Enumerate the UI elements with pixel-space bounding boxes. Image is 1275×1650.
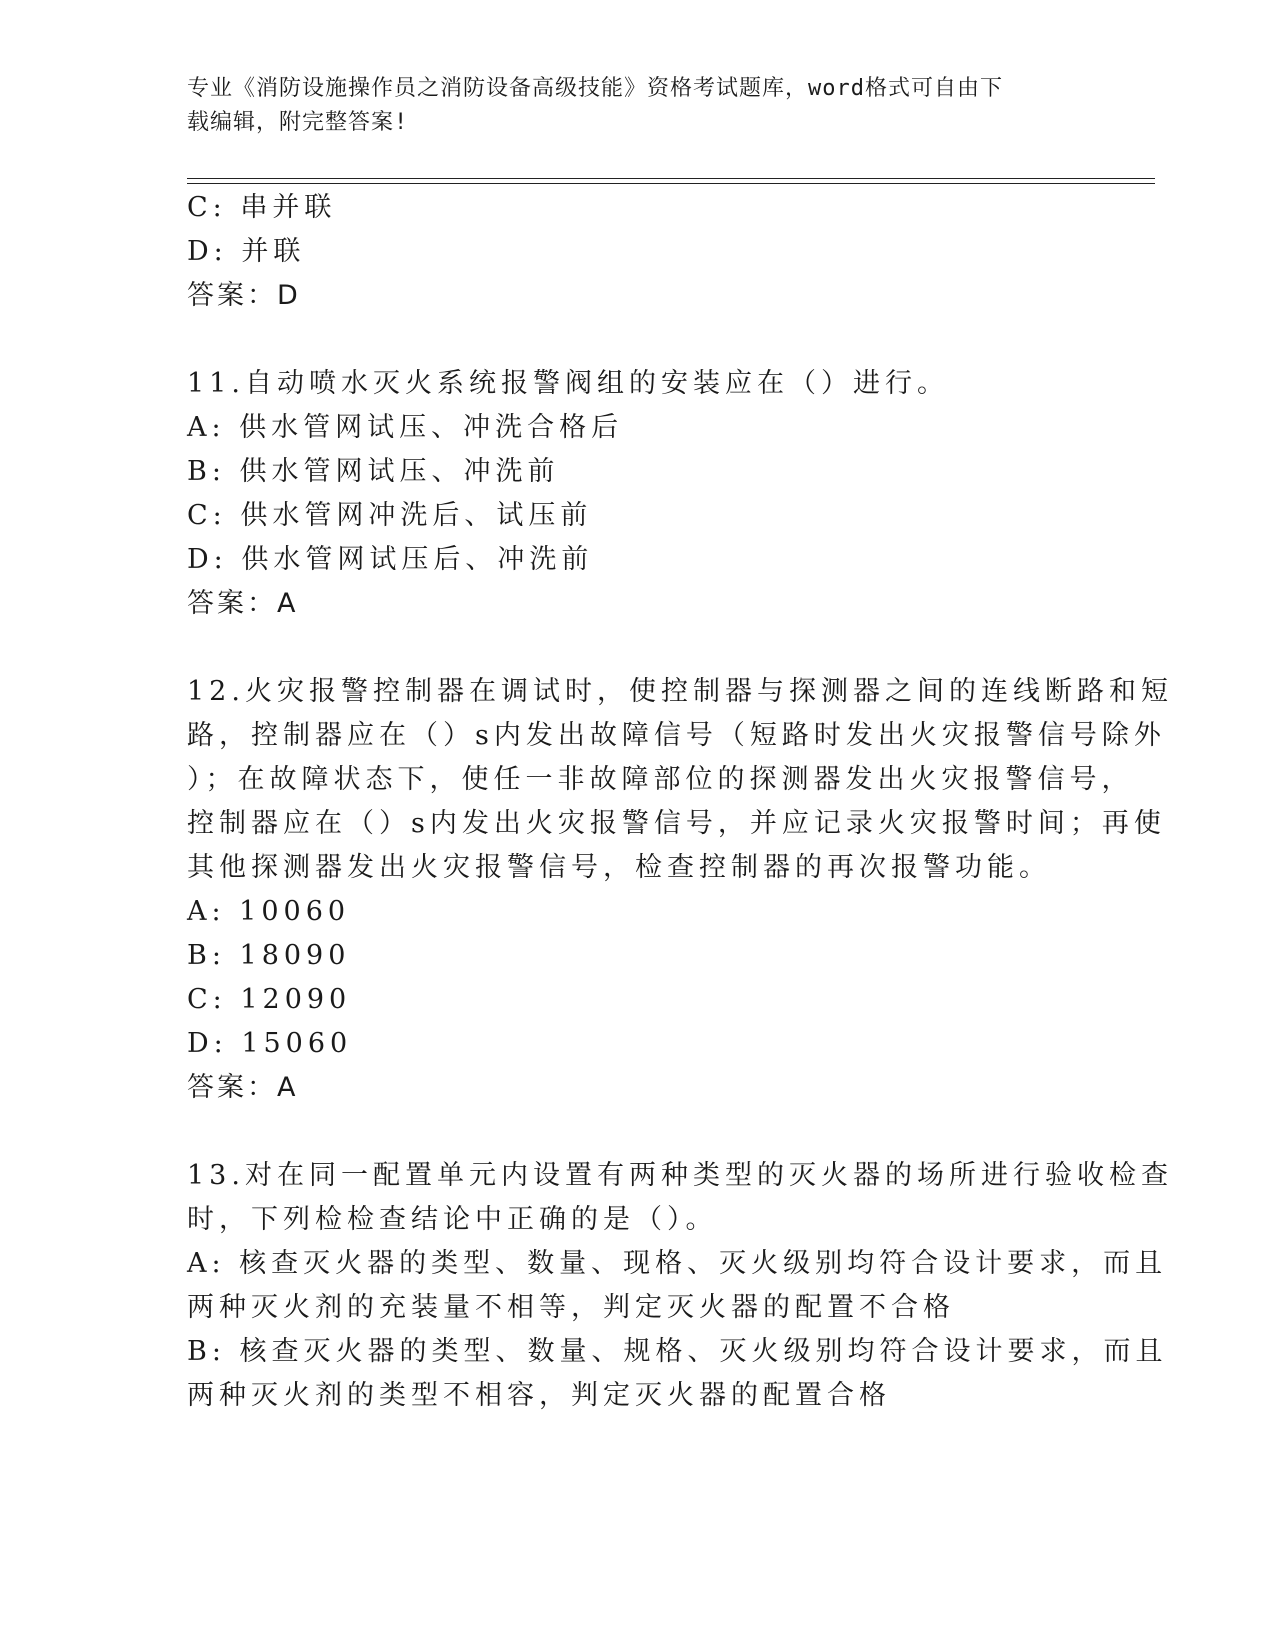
q10-option-d: D: 并联 [187,236,306,267]
q12-stem-line-2: 路，控制器应在（）s内发出故障信号（短路时发出火灾报警信号除外 [187,720,1166,751]
q12-stem-line-1: 12.火灾报警控制器在调试时，使控制器与探测器之间的连线断路和短 [187,676,1173,707]
q11-answer: 答案：A [187,588,299,619]
header-divider-bottom [187,183,1155,184]
q11-option-c: C: 供水管网冲洗后、试压前 [187,500,593,531]
q11-stem: 11.自动喷水灭火系统报警阀组的安装应在（）进行。 [187,368,949,399]
q12-stem-line-4: 控制器应在（）s内发出火灾报警信号，并应记录火灾报警时间；再使 [187,808,1166,839]
q11-option-d: D: 供水管网试压后、冲洗前 [187,544,594,575]
q12-option-a: A: 10060 [187,896,351,927]
q12-option-b: B: 18090 [187,940,351,971]
q13-stem-line-2: 时，下列检检查结论中正确的是（）。 [187,1204,718,1235]
q12-option-d: D: 15060 [187,1028,353,1059]
q12-stem-line-5: 其他探测器发出火灾报警信号，检查控制器的再次报警功能。 [187,852,1051,883]
q11-option-a: A: 供水管网试压、冲洗合格后 [187,412,624,443]
header-line-1: 专业《消防设施操作员之消防设备高级技能》资格考试题库，word格式可自由下 [187,76,1003,101]
q13-stem-line-1: 13.对在同一配置单元内设置有两种类型的灭火器的场所进行验收检查 [187,1160,1173,1191]
q11-option-b: B: 供水管网试压、冲洗前 [187,456,560,487]
document-header [187,72,1087,140]
q12-stem-line-3: ）；在故障状态下，使任一非故障部位的探测器发出火灾报警信号， [187,764,1134,795]
q12-option-c: C: 12090 [187,984,352,1015]
header-divider-top [187,178,1155,179]
q13-option-a-line-1: A: 核查灭火器的类型、数量、现格、灭火级别均符合设计要求，而且 [187,1248,1168,1279]
q10-option-c: C: 串并联 [187,192,337,223]
q13-option-b-line-1: B: 核查灭火器的类型、数量、规格、灭火级别均符合设计要求，而且 [187,1336,1168,1367]
q13-option-b-line-2: 两种灭火剂的类型不相容，判定灭火器的配置合格 [187,1380,891,1411]
q13-option-a-line-2: 两种灭火剂的充装量不相等，判定灭火器的配置不合格 [187,1292,955,1323]
q12-answer: 答案：A [187,1072,299,1103]
header-line-2: 载编辑，附完整答案! [187,110,409,135]
q10-answer: 答案：D [187,280,301,311]
